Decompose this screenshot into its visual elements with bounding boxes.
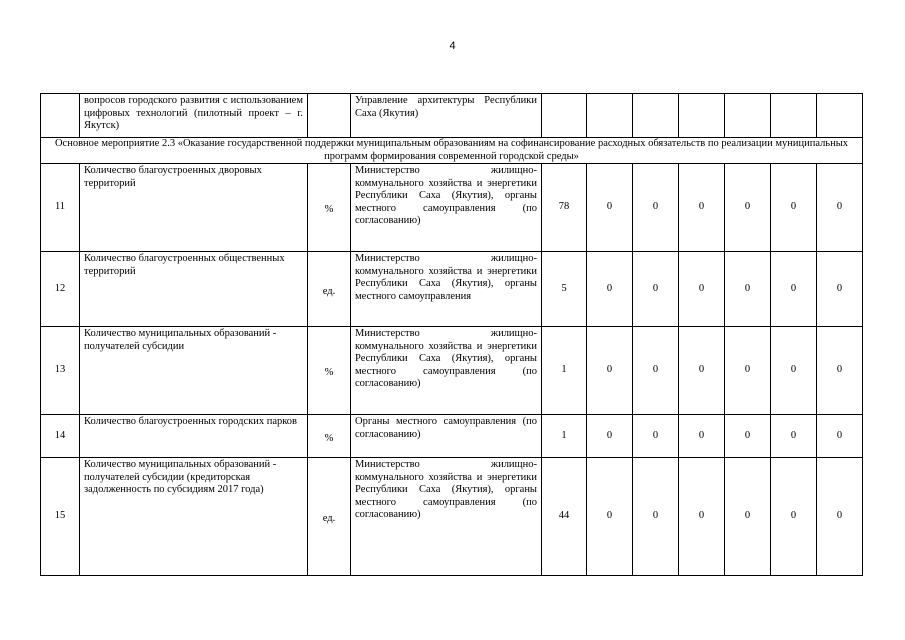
cell-value: 0 [817, 458, 863, 576]
indicators-table [40, 93, 863, 576]
table-row [41, 458, 863, 576]
cell-value: 0 [725, 252, 771, 327]
cell-value: 0 [679, 458, 725, 576]
cell-value [633, 94, 679, 138]
cell-value: 0 [679, 252, 725, 327]
table-row-continuation [41, 94, 863, 138]
cell-value: 5 [542, 252, 587, 327]
cell-indicator-name: вопросов городского развития с использованием цифровых технологий (пилотный проект – г. Якутск) [80, 94, 308, 138]
cell-num [41, 94, 80, 138]
cell-value [542, 94, 587, 138]
cell-value: 0 [771, 164, 817, 252]
table-row [41, 252, 863, 327]
cell-value: 44 [542, 458, 587, 576]
cell-value: 0 [725, 164, 771, 252]
cell-value: 0 [633, 327, 679, 415]
table-row [41, 415, 863, 458]
cell-unit: ед. [308, 458, 351, 576]
cell-value: 0 [679, 327, 725, 415]
cell-value: 0 [679, 164, 725, 252]
cell-unit: % [308, 164, 351, 252]
cell-value [817, 94, 863, 138]
cell-value: 0 [725, 415, 771, 458]
cell-unit: % [308, 327, 351, 415]
cell-value [725, 94, 771, 138]
cell-responsible: Органы местного самоуправления (по согласованию) [351, 415, 542, 458]
cell-indicator-name: Количество благоустроенных дворовых территорий [80, 164, 308, 252]
cell-value: 0 [771, 458, 817, 576]
cell-value: 0 [587, 164, 633, 252]
section-header-row [41, 138, 863, 164]
cell-indicator-name: Количество благоустроенных городских парков [80, 415, 308, 458]
cell-value: 0 [817, 415, 863, 458]
section-title: Основное мероприятие 2.3 «Оказание государственной поддержки муниципальным образованиям на софинансирование расходных обязательств по реализации муниципальных программ формирования современной городской среды» [41, 138, 863, 164]
cell-value: 78 [542, 164, 587, 252]
cell-value: 0 [587, 327, 633, 415]
cell-responsible: Министерство жилищно-коммунального хозяйства и энергетики Республики Саха (Якутия), органы местного самоуправления (по согласованию) [351, 327, 542, 415]
cell-value: 0 [633, 458, 679, 576]
table-row [41, 327, 863, 415]
cell-indicator-name: Количество благоустроенных общественных территорий [80, 252, 308, 327]
cell-value: 0 [771, 252, 817, 327]
cell-value: 0 [587, 252, 633, 327]
cell-responsible: Министерство жилищно-коммунального хозяйства и энергетики Республики Саха (Якутия), органы местного самоуправления (по согласованию) [351, 164, 542, 252]
cell-value [771, 94, 817, 138]
cell-value [679, 94, 725, 138]
cell-value: 0 [817, 327, 863, 415]
cell-value: 0 [771, 327, 817, 415]
cell-unit [308, 94, 351, 138]
cell-unit: % [308, 415, 351, 458]
cell-value: 0 [633, 164, 679, 252]
cell-value: 0 [817, 252, 863, 327]
cell-value: 1 [542, 327, 587, 415]
cell-num: 13 [41, 327, 80, 415]
cell-value: 0 [587, 458, 633, 576]
cell-responsible: Министерство жилищно-коммунального хозяйства и энергетики Республики Саха (Якутия), органы местного самоуправления [351, 252, 542, 327]
cell-value: 0 [633, 252, 679, 327]
cell-responsible: Министерство жилищно-коммунального хозяйства и энергетики Республики Саха (Якутия), органы местного самоуправления (по согласованию) [351, 458, 542, 576]
cell-unit: ед. [308, 252, 351, 327]
cell-indicator-name: Количество муниципальных образований - получателей субсидии (кредиторская задолженность по субсидиям 2017 года) [80, 458, 308, 576]
cell-num: 14 [41, 415, 80, 458]
cell-value: 0 [725, 327, 771, 415]
page-number: 4 [449, 40, 456, 52]
cell-num: 11 [41, 164, 80, 252]
cell-value: 0 [587, 415, 633, 458]
table-row [41, 164, 863, 252]
cell-num: 15 [41, 458, 80, 576]
cell-value: 0 [817, 164, 863, 252]
cell-indicator-name: Количество муниципальных образований - получателей субсидии [80, 327, 308, 415]
cell-value: 0 [725, 458, 771, 576]
cell-num: 12 [41, 252, 80, 327]
cell-value: 1 [542, 415, 587, 458]
cell-value: 0 [679, 415, 725, 458]
cell-value: 0 [633, 415, 679, 458]
cell-responsible: Управление архитектуры Республики Саха (Якутия) [351, 94, 542, 138]
cell-value [587, 94, 633, 138]
cell-value: 0 [771, 415, 817, 458]
